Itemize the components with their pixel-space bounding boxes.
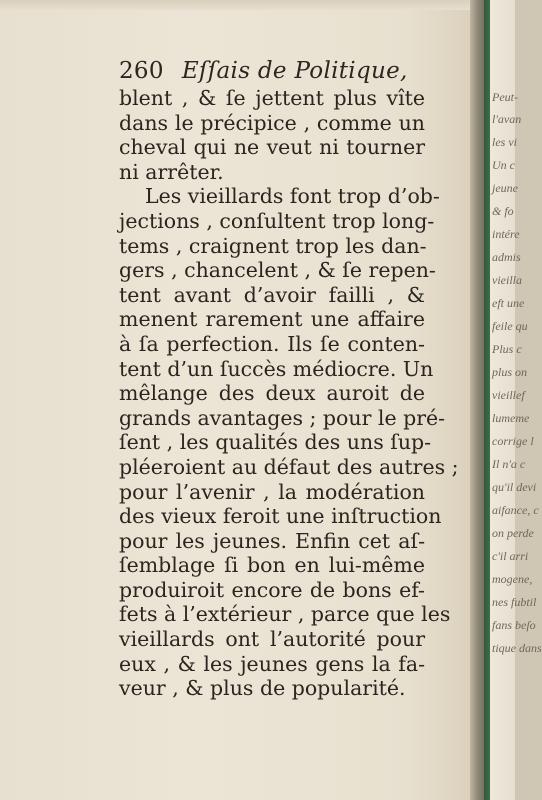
text-line: ni arrêter. xyxy=(119,159,224,184)
text-line: produiroit encore de bons ef- xyxy=(119,577,425,602)
body-text xyxy=(119,86,459,701)
text-line: pour les jeunes. Enfin cet aſ- xyxy=(119,528,425,553)
facing-fragment: aifance, c xyxy=(492,503,539,517)
running-title: Eſſais de Politique, xyxy=(181,58,408,84)
text-line: fets à l’extérieur , parce que les xyxy=(119,602,451,627)
facing-fragment: lumeme xyxy=(492,411,530,425)
facing-fragment: fans beſo xyxy=(492,618,536,632)
facing-fragment: on perde xyxy=(492,526,534,540)
text-line: veur , & plus de popularité. xyxy=(119,676,406,701)
facing-fragment: vieilla xyxy=(492,273,522,287)
text-line: pléeroient au défaut des autres ; xyxy=(119,454,459,479)
text-line: tems , craignent trop les dan- xyxy=(119,233,427,258)
facing-fragment: & fo xyxy=(492,204,514,218)
text-line: Les vieillards font trop d’ob- xyxy=(145,184,440,209)
text-line: blent , & ſe jettent plus vîte xyxy=(119,86,425,110)
facing-fragment: Il n'a c xyxy=(492,457,526,471)
facing-fragment: plus on xyxy=(492,365,528,379)
text-line: ſemblage ſi bon en lui-même xyxy=(119,553,425,578)
facing-fragment: vieillef xyxy=(492,388,525,402)
text-line: tent d’un ſuccès médiocre. Un xyxy=(119,356,434,381)
facing-fragment: corrige l xyxy=(492,434,534,448)
facing-fragment: feile qu xyxy=(492,319,528,333)
facing-fragment: admis xyxy=(492,250,521,264)
text-line: menent rarement une affaire xyxy=(119,307,425,332)
page-number: 260 xyxy=(119,58,164,84)
facing-page xyxy=(490,0,542,800)
text-line: tent avant d’avoir failli , & xyxy=(119,282,425,307)
text-line: vieillards ont l’autorité pour xyxy=(119,627,425,652)
facing-fragment: intére xyxy=(492,227,520,241)
text-line: des vieux feroit une inſtruction xyxy=(119,504,442,529)
text-line: jections , conſultent trop long- xyxy=(119,208,435,233)
facing-fragment: mogene, xyxy=(492,572,533,586)
text-line: grands avantages ; pour le pré- xyxy=(119,405,446,430)
facing-fragment: eft une xyxy=(492,296,525,310)
facing-fragment: Un c xyxy=(492,158,515,172)
text-line: cheval qui ne veut ni tourner xyxy=(119,135,425,160)
text-line: gers , chancelent , & ſe repen- xyxy=(119,258,436,283)
text-line: eux , & les jeunes gens la fa- xyxy=(119,651,425,676)
facing-fragment: c'il arri xyxy=(492,549,529,563)
facing-fragment: Peut- xyxy=(492,90,518,104)
text-line: mêlange des deux auroit de xyxy=(119,381,425,406)
facing-fragment: qu'il devi xyxy=(492,480,537,494)
text-line: à ſa perfection. Ils ſe conten- xyxy=(119,331,425,356)
running-head xyxy=(119,58,469,84)
facing-fragment: Plus c xyxy=(492,342,522,356)
facing-fragment: les vi xyxy=(492,135,517,149)
facing-fragment: nes fubtil xyxy=(492,595,537,609)
facing-fragment: tique dans xyxy=(492,641,542,655)
facing-fragment: l'avan xyxy=(492,112,522,126)
text-line: dans le précipice , comme un xyxy=(119,110,425,135)
facing-fragment: jeune xyxy=(492,181,518,195)
text-line: pour l’avenir , la modération xyxy=(119,479,425,504)
page-top-edge xyxy=(0,0,478,10)
text-line: ſent , les qualités des uns ſup- xyxy=(119,430,432,455)
